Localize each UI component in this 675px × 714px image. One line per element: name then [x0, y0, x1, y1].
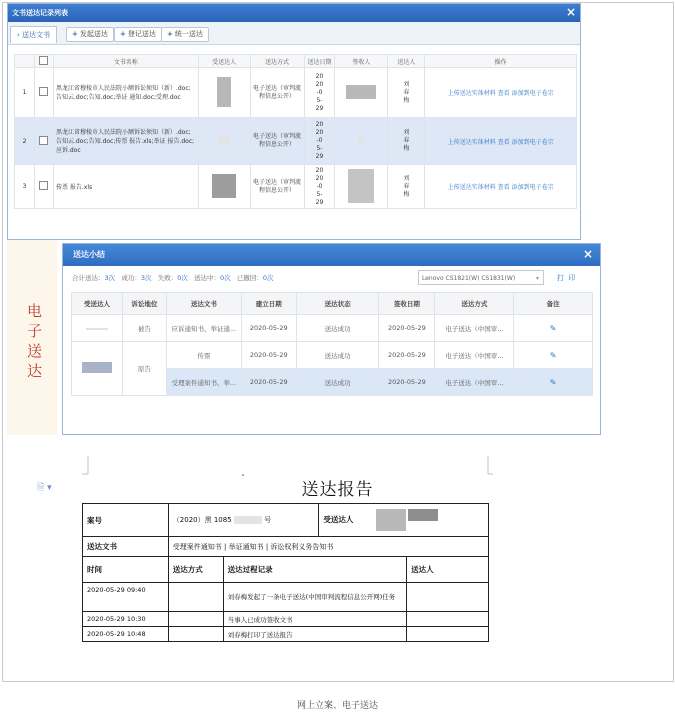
view-link[interactable]: 查看 [497, 184, 510, 191]
recipient-redacted [72, 342, 123, 396]
delivery-record-table [14, 54, 577, 209]
created-date: 2020-05-29 [241, 342, 296, 369]
close-icon[interactable]: × [583, 247, 594, 261]
state: 送达成功 [296, 315, 379, 342]
col-doc-name: 文书名称 [53, 55, 198, 68]
delivery-method: 电子送达（审判流程信息公开） [250, 118, 304, 165]
doc: 应诉通知书、举证通... [166, 315, 241, 342]
plus-icon: + [120, 30, 126, 38]
record-header: 时间 送达方式 送达过程记录 送达人 [83, 557, 489, 583]
row-number: 2 [15, 118, 35, 165]
printer-select[interactable]: Lenovo CS1821(W) CS1831(W) ▾ [418, 270, 544, 285]
col-note: 备注 [514, 293, 593, 315]
delivery-summary-window [62, 243, 601, 435]
col-recipient: 受送达人 [198, 55, 250, 68]
recipient-redacted [72, 315, 123, 342]
report-table [82, 503, 489, 642]
case-value: （2020）黑 1085 号 [168, 504, 319, 537]
page-corner-marks [82, 456, 493, 476]
view-link[interactable]: 查看 [497, 138, 510, 146]
start-delivery-button[interactable]: + 发起送达 [66, 27, 114, 42]
register-delivery-button[interactable]: + 登记送达 [114, 27, 162, 42]
record-row: 2020-05-29 10:48 刘春梅打印了送达报告 [83, 627, 489, 642]
doc-name: 黑龙江省穆棱市人民法院小额诉讼须知（新）.doc;告知云.doc;告知.doc;举证 通知.doc;受理.doc [53, 68, 198, 118]
col-actions: 操作 [425, 55, 577, 68]
plus-icon: + [167, 30, 173, 38]
party-status: 原告 [122, 342, 166, 396]
doc-name: 黑龙江省穆棱市人民法院小额诉讼须知（新）.doc;告知云.doc;告知.doc;传票 报告.xls;举证 报告.doc;应诉.doc [53, 118, 198, 165]
col-party-status: 诉讼地位 [122, 293, 166, 315]
report-title: 送达报告 [301, 480, 374, 500]
window-titlebar [8, 4, 581, 22]
document-icon[interactable]: 🗎 ▾ [37, 483, 52, 493]
sender: 刘春梅 [388, 118, 425, 165]
plus-icon: + [72, 30, 78, 38]
recipient-redacted [198, 165, 250, 209]
signer-redacted [335, 68, 388, 118]
docs-label: 送达文书 [83, 537, 169, 557]
chevron-left-icon: ‹ [17, 31, 23, 39]
select-all-checkbox[interactable] [34, 55, 53, 68]
recipient-redacted [198, 118, 250, 165]
table-row[interactable] [15, 118, 577, 165]
state: 送达成功 [296, 369, 379, 396]
edit-icon[interactable]: ✎ [549, 350, 557, 360]
method: 电子送达（中国审... [435, 315, 514, 342]
side-label-panel [7, 240, 57, 435]
col-doc: 送达文书 [166, 293, 241, 315]
delivery-date: 2020-05-29 [304, 68, 335, 118]
doc: 传票 [166, 342, 241, 369]
table-header [72, 293, 593, 315]
docs-value: 受理案件通知书 | 举证通知书 | 诉讼权利义务告知书 [168, 537, 488, 557]
col-method: 送达方式 [435, 293, 514, 315]
signed-date: 2020-05-29 [379, 369, 435, 396]
toolbar [8, 22, 581, 45]
row-checkbox[interactable] [34, 165, 53, 209]
col-method: 送达方式 [250, 55, 304, 68]
delivery-date: 2020-05-29 [304, 118, 335, 165]
col-created: 建立日期 [241, 293, 296, 315]
record-row: 2020-05-29 10:30 当事人已成功签收文书 [83, 612, 489, 627]
row-checkbox[interactable] [34, 118, 53, 165]
signed-date: 2020-05-29 [379, 342, 435, 369]
col-recipient: 受送达人 [72, 293, 123, 315]
delivery-method: 电子送达（审判流程信息公开） [250, 68, 304, 118]
row-number: 3 [15, 165, 35, 209]
method: 电子送达（中国审... [435, 342, 514, 369]
party-status: 被告 [122, 315, 166, 342]
row-number: 1 [15, 68, 35, 118]
delivery-record-list-window [7, 3, 581, 240]
delivery-summary-table [71, 292, 593, 396]
add-to-e-file-link[interactable]: 添加到电子卷宗 [511, 184, 554, 191]
view-link[interactable]: 查看 [497, 90, 510, 97]
side-label: 电子送达 [27, 302, 43, 380]
table-row[interactable] [72, 342, 593, 369]
delivery-stats: 合计送达：3次 成功：3次 失败：0次 送达中：0次 已撤回：0次 [72, 274, 274, 282]
col-sender: 送达人 [388, 55, 425, 68]
delivery-date: 2020-05-29 [304, 165, 335, 209]
doc: 受理案件通知书、举... [166, 369, 241, 396]
col-signed: 签收日期 [379, 293, 435, 315]
delivery-method: 电子送达（审判流程信息公开） [250, 165, 304, 209]
signer-redacted [335, 118, 388, 165]
table-row[interactable] [15, 68, 577, 118]
edit-icon[interactable]: ✎ [549, 323, 557, 333]
window-title: 送达小结 [73, 250, 105, 259]
figure-caption: 网上立案、电子送达 [296, 701, 378, 711]
print-button[interactable]: 打 印 [557, 274, 577, 282]
upload-material-link[interactable]: 上传送达实体材料 [447, 138, 496, 146]
col-state: 送达状态 [296, 293, 379, 315]
sender: 刘春梅 [388, 165, 425, 209]
state: 送达成功 [296, 342, 379, 369]
edit-icon[interactable]: ✎ [549, 377, 557, 387]
tab-delivery-docs[interactable]: ‹ 送达文书 [10, 26, 57, 43]
sender: 刘春梅 [388, 68, 425, 118]
signer-redacted [335, 165, 388, 209]
upload-material-link[interactable]: 上传送达实体材料 [447, 184, 496, 191]
close-icon[interactable]: × [566, 5, 577, 19]
window-titlebar [63, 244, 601, 266]
col-date: 送达日期 [304, 55, 335, 68]
table-header [15, 55, 577, 68]
add-to-e-file-link[interactable]: 添加到电子卷宗 [511, 138, 554, 146]
recipient-redacted [198, 68, 250, 118]
table-row[interactable] [15, 165, 577, 209]
unified-delivery-button[interactable]: + 统一送达 [161, 27, 209, 42]
chevron-down-icon: ▾ [535, 275, 539, 282]
record-row: 2020-05-29 09:40 刘春梅发起了一条电子送达(中国审判流程信息公开网)任务 [83, 583, 489, 612]
signed-date: 2020-05-29 [379, 315, 435, 342]
created-date: 2020-05-29 [241, 315, 296, 342]
row-checkbox[interactable] [34, 68, 53, 118]
upload-material-link[interactable]: 上传送达实体材料 [447, 90, 496, 97]
add-to-e-file-link[interactable]: 添加到电子卷宗 [511, 90, 554, 97]
created-date: 2020-05-29 [241, 369, 296, 396]
doc-name: 传票 报告.xls [53, 165, 198, 209]
case-label: 案号 [83, 504, 169, 537]
table-row[interactable] [72, 315, 593, 342]
col-signer: 签收人 [335, 55, 388, 68]
recipient-cell: 受送达人 [319, 504, 489, 537]
window-title: 文书送达记录列表 [12, 9, 68, 17]
method: 电子送达（中国审... [435, 369, 514, 396]
